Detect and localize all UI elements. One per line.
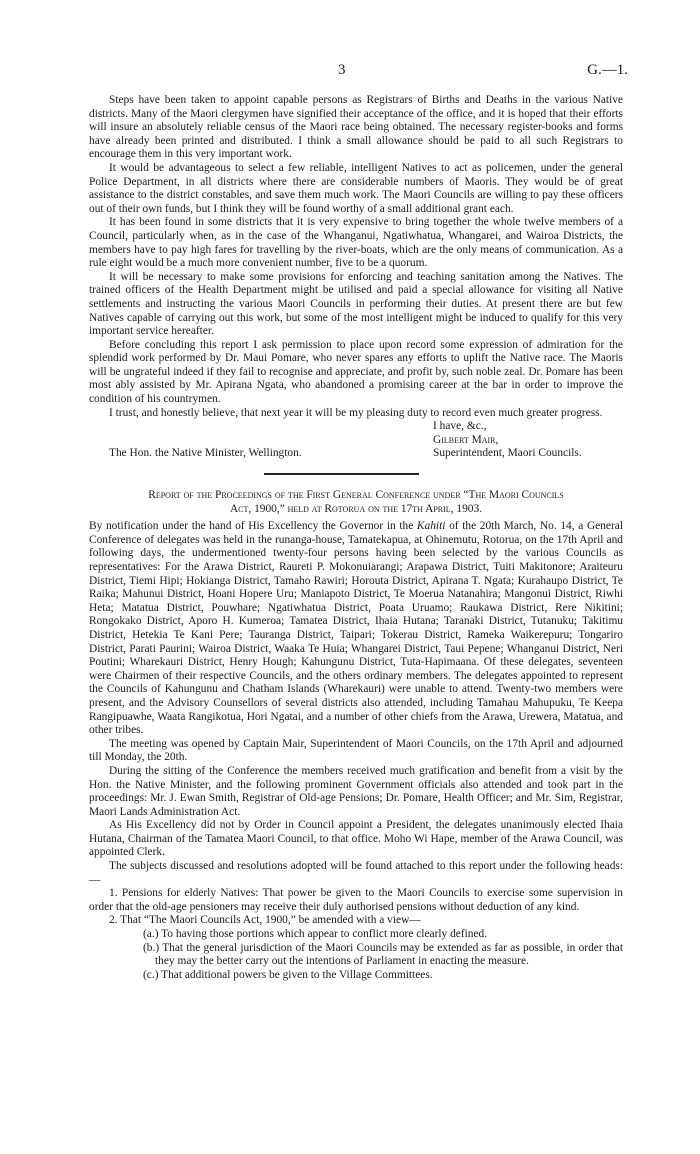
letter-closing: I have, &c., — [433, 420, 487, 433]
page-header — [0, 62, 700, 82]
letter-paragraph: It has been found in some districts that it is very expensive to bring together the whole twelve members of a Council, particularly when, as in the case of the Whanganui, Ngatiwhatua, Whangarei, and Wairoa Districts, the members have to pay high fares for travelling by the river-boats, which are the only means of communication. As a rule eight would be a much more convenient number, five to be a quorum. — [89, 216, 623, 270]
report-intro-text: By notification under the hand of His Excellency the Governor in the — [89, 520, 417, 533]
resolution-subitem-b: (b.) That the general jurisdiction of the Maori Councils may be extended as far as possible, in order that they may the better carry out the intentions of Parliament in enacting the measure. — [143, 941, 623, 968]
report-paragraph: The meeting was opened by Captain Mair, Superintendent of Maori Councils, on the 17th April and adjourned till Monday, the 20th. — [89, 737, 623, 764]
resolution-subitem-a: (a.) To having those portions which appear to conflict more clearly defined. — [143, 928, 488, 941]
letter-closing-row — [89, 420, 623, 434]
letter-signer-title: Superintendent, Maori Councils. — [433, 447, 582, 460]
letter-signer: Gilbert Mair, — [433, 433, 499, 446]
resolution-item-2: 2. That “The Maori Councils Act, 1900,” be amended with a view— — [109, 914, 421, 927]
letter-paragraph: Steps have been taken to appoint capable persons as Registrars of Births and Deaths in the various Native districts. Many of the Maori clergymen have signified their acceptance of the office, and it is hoped that their efforts will insure an absolutely reliable census of the Maori race being obtained. The necessary register-books and forms have already been printed and distributed. I think a small allowance should be paid to all such Registrars to encourage them in this very important work. — [89, 94, 623, 161]
letter-paragraph: It would be advantageous to select a few reliable, intelligent Natives to act as policemen, under the general Police Department, in all districts where there are considerable numbers of Maoris. They would be of great assistance to the district constables, and save them much work. The Maori Councils are willing to pay these officers out of their own funds, but I think they will be found worthy of a small additional grant each. — [89, 161, 623, 215]
letter-paragraph: I trust, and honestly believe, that next year it will be my pleasing duty to record even much greater progress. — [109, 406, 603, 419]
report-title-line1: Report of the Proceedings of the First General Conference under “The Maori Councils — [148, 489, 564, 502]
report-paragraph: The subjects discussed and resolutions adopted will be found attached to this report under the following heads:— — [89, 860, 623, 886]
page-body — [89, 94, 623, 982]
document-code: G.—1. — [587, 62, 628, 78]
section-divider — [89, 461, 623, 489]
report-paragraph: As His Excellency did not by Order in Council appoint a President, the delegates unanimously elected Ihaia Hutana, Chairman of the Tamatea Maori Council, to that office. Moho Wi Hape, member of the Arawa Council, was appointed Clerk. — [89, 819, 623, 859]
report-intro-text-cont: of the 20th March, No. 14, a General Conference of delegates was held in the runanga-house, Tamatekapua, at Ohinemutu, Rotorua, on the 17th April and following days, the undermentioned twenty-four persons having been selected by the various Councils as representatives: For the Arawa District, Raureti P. Mokonuiarangi; Arapawa District, Tuiti Makitonore; Araiteuru District, Tiemi Hipi; Hokianga District, Tamaho Rawiri; Horouta District, Apirana T. Ngata; Kurahaupo District, Te Raika; Mahunui District, Hoani Hopere Uru; Maniapoto District, Te Moerua Natanahira; Mangonui District, Riwhi Heta; Matatua District, Pouwhare; Ngatiwhatua District, Poata Uruamo; Raukawa District, Rere Nikitini; Rongokako District, Aporo H. Kumeroa; Tamatea District, Ihaia Hutana; Taranaki District, Tutanuku; Takitimu District, Hetekia Te Kani Pere; Tauranga District, Taipari; Tokerau District, Rameka Waikerepuru; Tongariro District, Parati Paurini; Wairoa District, Waaka Te Huia; Whangarei District, Taui Pepene; Whanganui District, Neri Poutini; Wharekauri District, Henry Hough; Kahungunu District, Tuta-Hapimaana. Of these delegates, seventeen were Chairmen of their respective Councils, and the others ordinary members. The delegates appointed to represent the Councils of Kahungunu and Chatham Islands (Wharekauri) were unable to attend. Twenty-two members were present, and the Advisory Counsellors of several districts also attended, including Tamahau Mahupuku, Te Keepa Rangipuawhe, Waata Rangikotua, Hori Ngatai, and a number of other chiefs from the Arawa, Urewera, Matatua, and other tribes. — [89, 520, 623, 737]
page-number: 3 — [338, 62, 346, 78]
letter-paragraph: Before concluding this report I ask permission to place upon record some expression of admiration for the splendid work performed by Dr. Maui Pomare, who never spares any efforts to uplift the Native race. The Maoris will be ungrateful indeed if they fail to recognise and appreciate, and profit by, such noble zeal. Dr. Pomare has been most ably assisted by Mr. Apirana Ngata, who abandoned a promising career at the bar in order to improve the condition of his countrymen. — [89, 338, 623, 406]
letter-paragraph: It will be necessary to make some provisions for enforcing and teaching sanitation among the Natives. The trained officers of the Health Department might be utilised and paid a special allowance for visiting all Native settlements and instructing the various Maori Councils in performing their duties. At present there are but few Natives capable of carrying out this work, but some of the most intelligent might be induced to qualify for this very important service hereafter. — [89, 270, 623, 338]
letter-addressee: The Hon. the Native Minister, Wellington. — [109, 447, 302, 460]
report-title — [89, 489, 623, 516]
report-intro-paragraph — [89, 520, 623, 738]
resolution-item-1: 1. Pensions for elderly Natives: That power be given to the Maori Councils to exercise some supervision in order that the old-age pensioners may receive their duly authorised pensions without deduction of any kind. — [89, 887, 623, 913]
resolution-subitem-c: (c.) That additional powers be given to the Village Committees. — [143, 968, 433, 981]
letter-footer-row — [89, 447, 623, 461]
report-title-line2: Act, 1900,” held at Rotorua on the 17th April, 1903. — [229, 502, 483, 515]
kahiti-italic: Kahiti — [416, 520, 446, 533]
report-paragraph: During the sitting of the Conference the members received much gratification and benefit from a visit by the Hon. the Native Minister, and the following prominent Government officials also attended and took part in the proceedings: Mr. J. Ewan Smith, Registrar of Old-age Pensions; Dr. Pomare, Health Officer; and Mr. Sim, Registrar, Maori Lands Administration Act. — [89, 764, 623, 818]
letter-signer-row — [89, 434, 623, 448]
